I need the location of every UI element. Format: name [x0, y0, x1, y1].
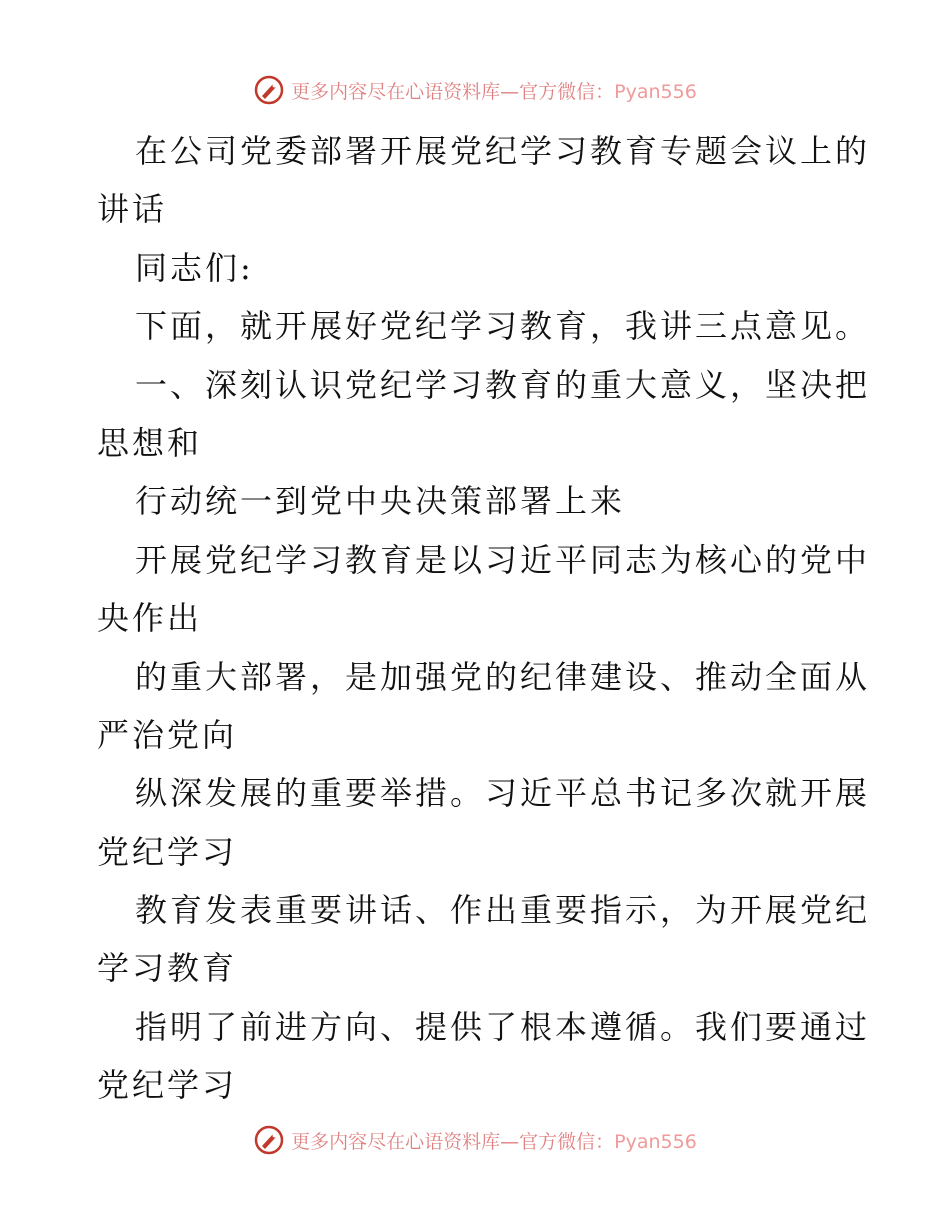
text-line: 纵深发展的重要举措。习近平总书记多次就开展 — [135, 774, 871, 813]
text-line: 党纪学习 — [97, 1066, 238, 1105]
text-line: 思想和 — [97, 423, 203, 462]
text-line: 开展党纪学习教育是以习近平同志为核心的党中 — [135, 540, 871, 579]
text-line: 讲话 — [97, 190, 168, 229]
document-body — [97, 122, 871, 1115]
pen-nib-logo-icon — [253, 1124, 285, 1156]
text-line: 同志们: — [135, 248, 254, 287]
header-banner — [0, 70, 950, 110]
text-line: 行动统一到党中央决策部署上来 — [135, 482, 626, 521]
text-line: 的重大部署，是加强党的纪律建设、推动全面从 — [135, 657, 871, 696]
text-line: 学习教育 — [97, 949, 238, 988]
pen-nib-logo-icon — [253, 74, 285, 106]
text-line: 党纪学习 — [97, 832, 238, 871]
banner-text — [291, 77, 697, 104]
text-line: 严治党向 — [97, 715, 238, 754]
text-line: 一、深刻认识党纪学习教育的重大意义，坚决把 — [135, 365, 871, 404]
banner-text — [291, 1127, 697, 1154]
banner-label: 更多内容尽在心语资料库—官方微信： — [291, 80, 615, 103]
wechat-id: Pyan556 — [614, 1130, 697, 1153]
text-line: 在公司党委部署开展党纪学习教育专题会议上的 — [135, 132, 871, 170]
text-line: 教育发表重要讲话、作出重要指示，为开展党纪 — [135, 891, 871, 930]
banner-label: 更多内容尽在心语资料库—官方微信： — [291, 1130, 615, 1153]
footer-banner — [0, 1120, 950, 1160]
text-line: 指明了前进方向、提供了根本遵循。我们要通过 — [135, 1007, 871, 1046]
text-line: 下面，就开展好党纪学习教育，我讲三点意见。 — [135, 307, 871, 346]
text-line: 央作出 — [97, 599, 203, 638]
wechat-id: Pyan556 — [614, 80, 697, 103]
